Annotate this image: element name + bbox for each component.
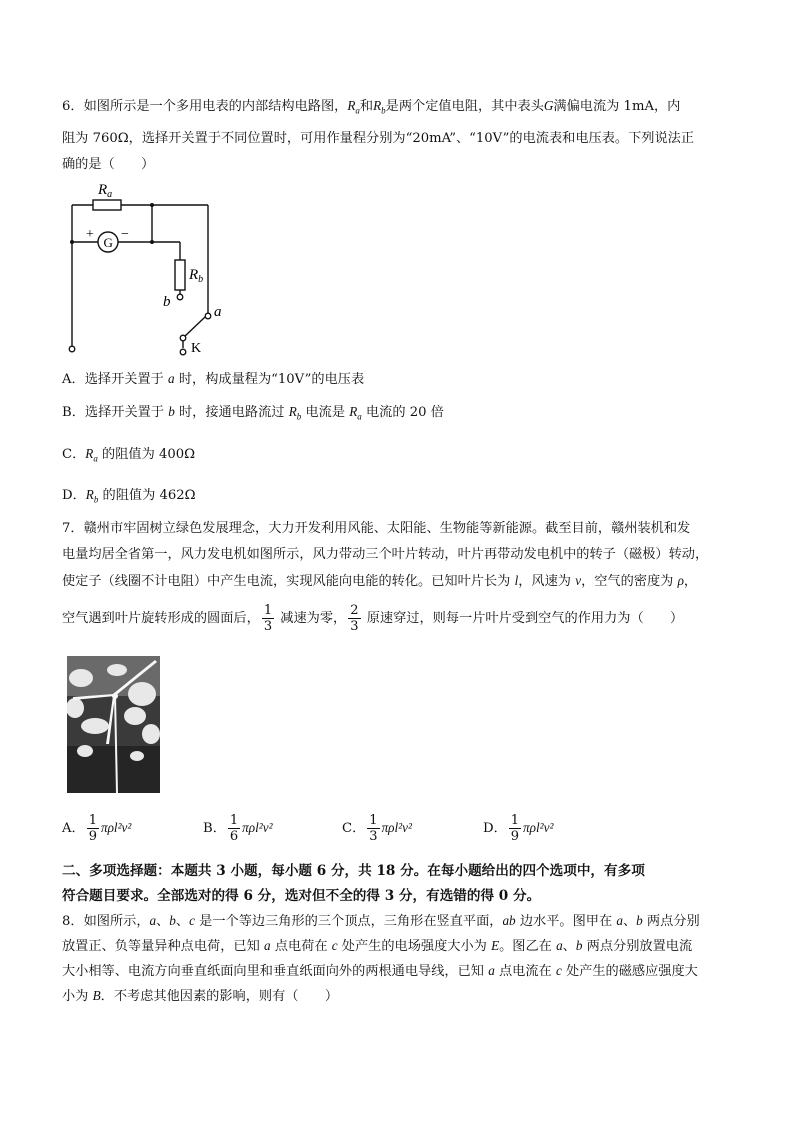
q7-line4: 空气遇到叶片旋转形成的圆面后， $\frac{1}{3}$ 减速为零， $\frac{2}{3}$ 原速穿过，则每一片叶片受到空气的作用力为（ ）	[62, 603, 684, 634]
q6-option-b: B．选择开关置于 b 时，接通电路流过 $R_b$ 电流是 $R_a$ 电流的 20 倍	[62, 404, 444, 422]
fraction-two-thirds: $\frac{2}{3}$	[350, 603, 359, 634]
q7-line1: 7．赣州市牢固树立绿色发展理念，大力开发利用风能、太阳能、生物能等新能源。截至目前，赣州装机和发	[62, 521, 691, 536]
section2-heading-line2: 符合题目要求。全部选对的得 6 分，选对但不全的得 3 分，有选错的得 0 分。	[62, 888, 541, 904]
q6-line2: 阻为 760Ω，选择开关置于不同位置时，可用作量程分别为“20mA”、“10V”的电流表和电压表。下列说法正	[62, 131, 695, 146]
q7-option-b: B． $\frac{1}{6}$ πρl²v²	[203, 813, 273, 844]
q7-option-a: A． $\frac{1}{9}$ πρl²v²	[62, 813, 132, 844]
galvanometer-label: G	[103, 235, 113, 250]
ra-label: $R_a$	[98, 182, 113, 200]
q8-line4: 小为 B．不考虑其他因素的影响，则有（ ）	[62, 988, 339, 1004]
q7-line2: 电量均居全省第一，风力发电机如图所示，风力带动三个叶片转动，叶片再带动发电机中的转子（磁极）转动，	[62, 547, 709, 562]
q6-line3: 确的是（ ）	[62, 157, 155, 172]
terminal-b-label: b	[163, 294, 171, 310]
wind-turbine-photo	[67, 656, 160, 793]
q7-line3: 使定子（线圈不计电阻）中产生电流，实现风能向电能的转化。已知叶片长为 l，风速为 v，空气的密度为 ρ，	[62, 573, 698, 589]
terminal-a-label: a	[214, 304, 222, 320]
q8-line3: 大小相等、电流方向垂直纸面向里和垂直纸面向外的两根通电导线，已知 a 点电流在 c 处产生的磁感应强度大	[62, 963, 698, 979]
q7-option-d: D． $\frac{1}{9}$ πρl²v²	[483, 813, 554, 844]
q6-option-d: D．$R_b$ 的阻值为 462Ω	[62, 487, 196, 505]
multimeter-circuit-diagram	[60, 178, 230, 363]
rb-label: $R_b$	[189, 267, 204, 285]
q6-line1: 6．如图所示是一个多用电表的内部结构电路图，$R_a$和$R_b$是两个定值电阻，其中表头G满偏电流为 1mA，内	[62, 98, 681, 116]
plus-sign: +	[86, 227, 94, 242]
section2-heading-line1: 二、多项选择题：本题共 3 小题，每小题 6 分，共 18 分。在每小题给出的四个选项中，有多项	[62, 863, 645, 879]
q6-option-c: C．$R_a$ 的阻值为 400Ω	[62, 446, 196, 464]
q6-option-a: A．选择开关置于 a 时，构成量程为“10V”的电压表	[62, 371, 365, 387]
q8-line1: 8．如图所示，a、b、c 是一个等边三角形的三个顶点，三角形在竖直平面，ab 边水平。图甲在 a、b 两点分别	[62, 913, 700, 929]
q8-line2: 放置正、负等量异种点电荷，已知 a 点电荷在 c 处产生的电场强度大小为 E。图乙在 a、b 两点分别放置电流	[62, 938, 693, 954]
minus-sign: −	[121, 227, 129, 242]
fraction-one-third: $\frac{1}{3}$	[263, 603, 273, 634]
q7-option-c: C． $\frac{1}{3}$ πρl²v²	[342, 813, 412, 844]
switch-k-label: K	[191, 341, 202, 356]
